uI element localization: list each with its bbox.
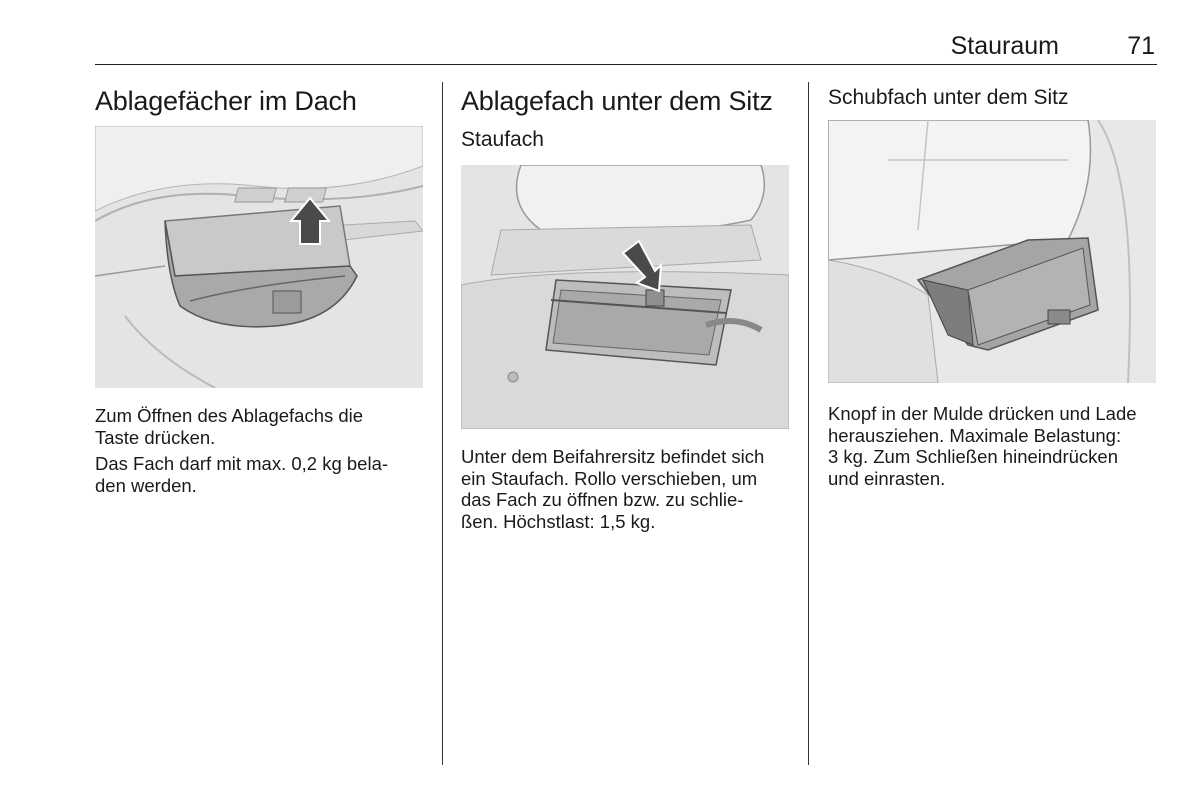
paragraph-open-compartment: Zum Öffnen des Ablagefachs die Taste drücken.: [95, 405, 364, 448]
column-roof-compartments: [95, 82, 425, 118]
paragraph-drawer: Knopf in der Mulde drücken und Lade herausziehen. Maximale Belastung: 3 kg. Zum Schließen hineindrücken und einrasten.: [828, 403, 1137, 489]
paragraph-max-load-roof: Das Fach darf mit max. 0,2 kg bela- den werden.: [95, 453, 389, 496]
heading-roof-compartments: Ablagefächer im Dach: [95, 86, 357, 116]
column-drawer-text: [828, 403, 1158, 489]
column-under-seat: [461, 82, 796, 154]
column-roof-text: [95, 405, 425, 496]
section-name: Stauraum: [950, 32, 1059, 60]
column-divider-2: [808, 82, 809, 765]
column-drawer: [828, 82, 1158, 112]
illustration-seat-drawer: [828, 120, 1156, 383]
illustration-under-seat-tray: [461, 165, 789, 429]
page-header: [95, 28, 1157, 65]
page-number: 71: [1127, 32, 1155, 60]
heading-under-seat: Ablagefach unter dem Sitz: [461, 86, 773, 116]
subheading-staufach: Staufach: [461, 128, 544, 151]
paragraph-staufach: Unter dem Beifahrersitz befindet sich ein Staufach. Rollo verschieben, um das Fach zu öffnen bzw. zu schlie- ßen. Höchstlast: 1,5 kg.: [461, 446, 765, 532]
illustration-roof-compartment: [95, 126, 423, 388]
column-divider-1: [442, 82, 443, 765]
heading-drawer: Schubfach unter dem Sitz: [828, 86, 1069, 109]
column-under-seat-text: [461, 446, 796, 532]
